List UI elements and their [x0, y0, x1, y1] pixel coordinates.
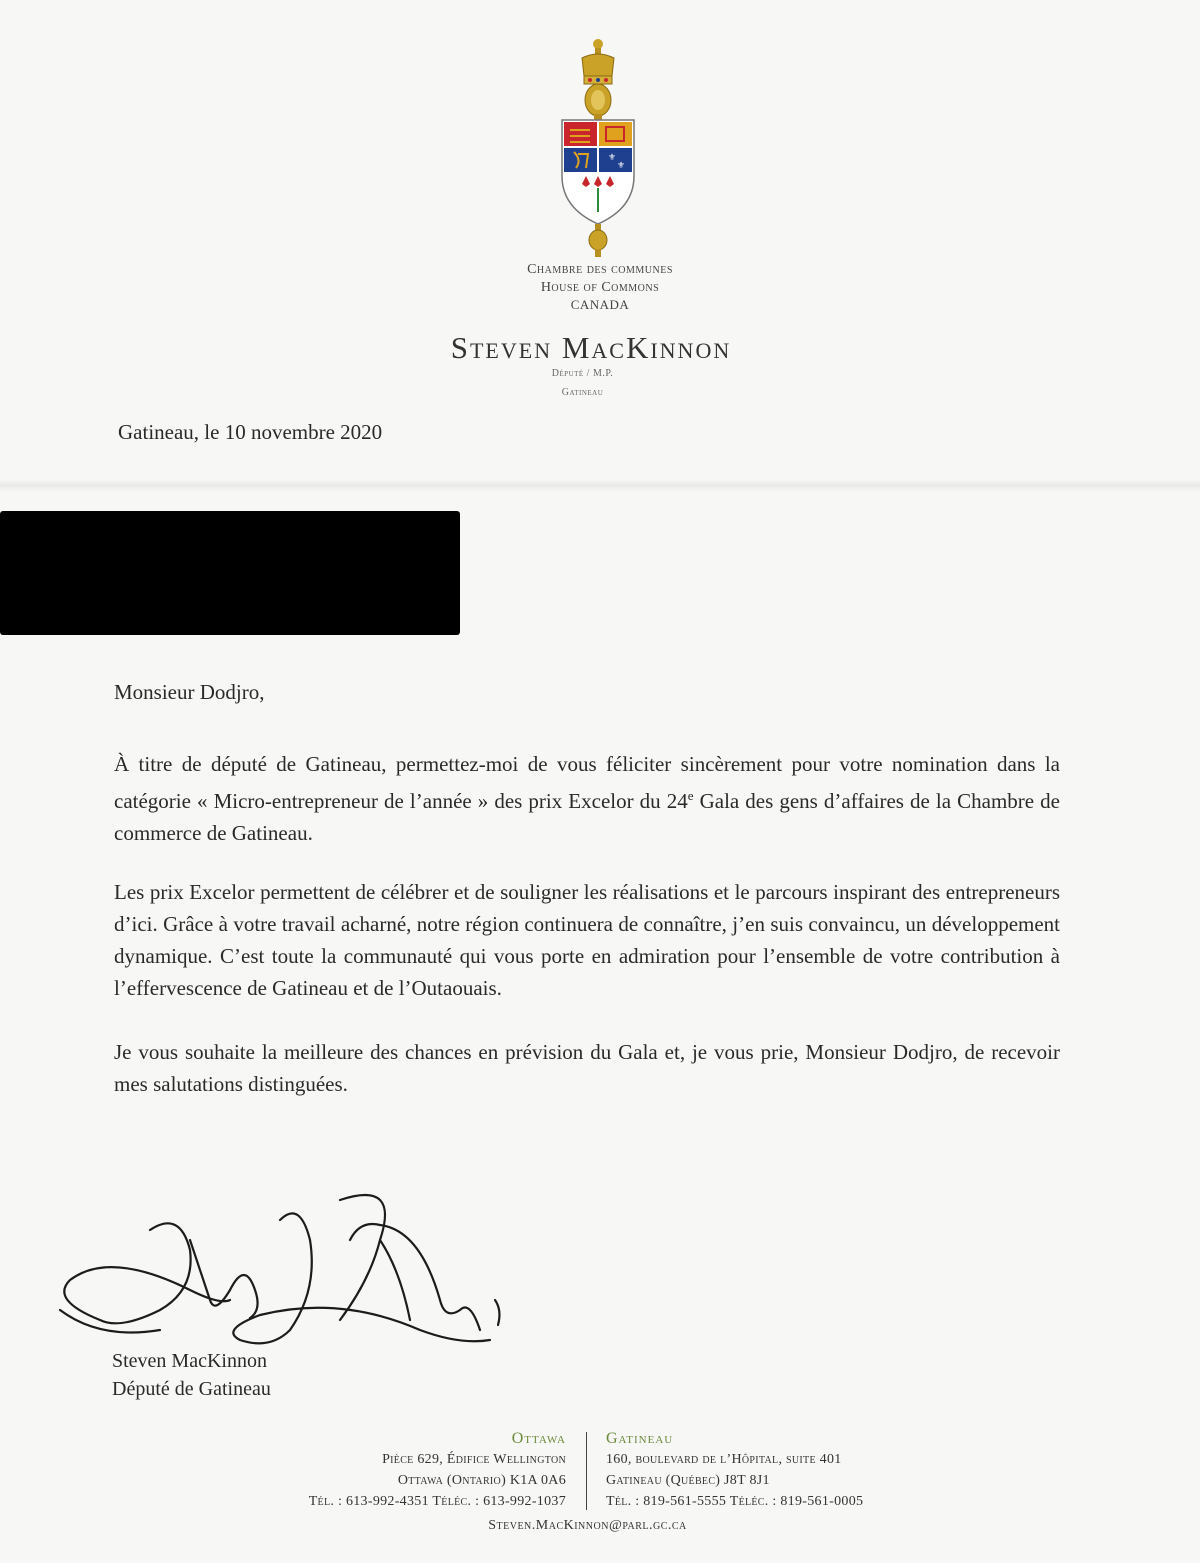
footer-gatineau-line3: Tél. : 819-561-5555 Téléc. : 819-561-0005 [606, 1494, 864, 1509]
house-of-commons-crest-icon [548, 36, 648, 258]
mp-title: Député / M.P. [551, 368, 614, 379]
org-name-english: House of Commons [540, 280, 660, 295]
ordinal-superscript: e [687, 788, 694, 803]
paragraph-1-part-a: À titre de député de Gatineau, permettez-moi de vous féliciter sincèrement pour votre nomination dans la catégorie « Micro-entrepreneur de l’année » des prix Excelor du 24 [114, 752, 1060, 813]
svg-text:⚜: ⚜ [617, 161, 626, 171]
footer-ottawa-line2: Ottawa (Ontario) K1A 0A6 [397, 1473, 566, 1488]
footer-ottawa-line3: Tél. : 613-992-4351 Téléc. : 613-992-1037 [308, 1494, 566, 1509]
paper-fold-line [0, 480, 1200, 492]
footer-gatineau-address [606, 1428, 926, 1512]
footer-ottawa-address [260, 1428, 566, 1512]
redacted-address-block [0, 511, 460, 635]
signature-title: Député de Gatineau [112, 1378, 271, 1400]
paragraph-2: Les prix Excelor permettent de célébrer et de souligner les réalisations et le parcours inspirant des entrepreneurs d’ici. Grâce à votre travail acharné, notre région continuera de connaître, j’en suis convaincu, un développement dynamique. C’est toute la communauté qui vous porte en admiration pour l’ensemble de votre contribution à l’effervescence de Gatineau et de l’Outaouais. [114, 880, 1060, 1000]
footer-ottawa-line1: Pièce 629, Édifice Wellington [382, 1452, 566, 1467]
paragraph-1-part-b: Gala des gens d’affaires de la Chambre de commerce de Gatineau. [114, 789, 1060, 845]
letter-date: Gatineau, le 10 novembre 2020 [118, 420, 383, 444]
footer-gatineau-city: Gatineau [606, 1430, 674, 1447]
paragraph-3: Je vous souhaite la meilleure des chances en prévision du Gala et, je vous prie, Monsieur Dodjro, de recevoir mes salutations distinguées. [114, 1040, 1060, 1096]
mp-name-heading: Steven MacKinnon [450, 330, 732, 365]
footer-gatineau-line2: Gatineau (Québec) J8T 8J1 [606, 1473, 770, 1488]
handwritten-signature-icon [40, 1180, 520, 1360]
org-name-french: Chambre des communes [527, 262, 673, 277]
footer-email: Steven.MacKinnon@parl.gc.ca [488, 1518, 687, 1533]
salutation: Monsieur Dodjro, [114, 680, 265, 704]
paragraph-1 [114, 748, 1060, 849]
signature-name: Steven MacKinnon [112, 1350, 267, 1372]
org-country: CANADA [570, 297, 630, 312]
footer-gatineau-line1: 160, boulevard de l’Hôpital, suite 401 [606, 1452, 842, 1467]
footer-divider [586, 1432, 587, 1510]
footer-ottawa-city: Ottawa [511, 1430, 566, 1447]
svg-text:⚜: ⚜ [608, 153, 617, 163]
mp-riding: Gatineau [561, 387, 604, 398]
